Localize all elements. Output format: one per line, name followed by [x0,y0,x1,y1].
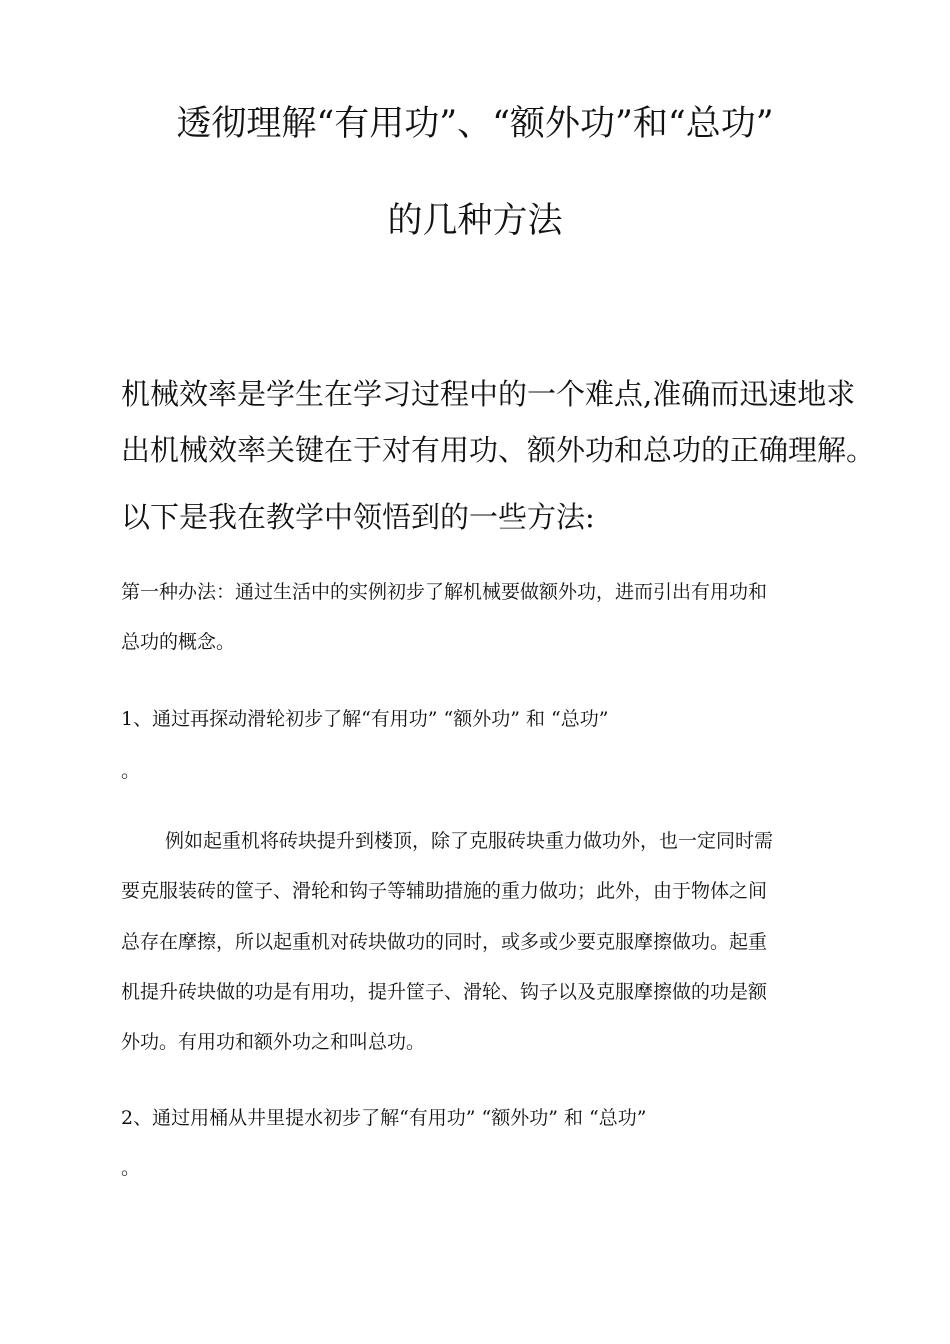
example-line-4: 机提升砖块做的功是有用功，提升筐子、滑轮、钩子以及克服摩擦做的功是额 [121,981,768,1003]
method-1-line-1: 第一种办法：通过生活中的实例初步了解机械要做额外功，进而引出有用功和 [121,581,768,603]
item-1-tail: 。 [121,760,141,782]
example-line-5: 外功。有用功和额外功之和叫总功。 [121,1031,426,1053]
document-title-line-2: 的几种方法 [387,201,563,241]
method-1-line-2: 总功的概念。 [121,631,236,653]
item-2-tail: 。 [121,1157,141,1179]
intro-line-2: 出机械效率关键在于对有用功、额外功和总功的正确理解。 [121,433,876,467]
example-line-3: 总存在摩擦，所以起重机对砖块做功的同时，或多或少要克服摩擦做功。起重 [121,931,768,953]
intro-line-1: 机械效率是学生在学习过程中的一个难点,准确而迅速地求 [121,377,856,411]
example-line-1: 例如起重机将砖块提升到楼顶，除了克服砖块重力做功外，也一定同时需 [165,830,774,852]
intro-line-3: 以下是我在教学中领悟到的一些方法: [121,500,595,534]
item-1-heading: 1、通过再探动滑轮初步了解“有用功” “额外功” 和 “总功” [121,708,609,730]
example-line-2: 要克服装砖的筐子、滑轮和钩子等辅助措施的重力做功；此外，由于物体之间 [121,880,768,902]
item-2-heading: 2、通过用桶从井里提水初步了解“有用功” “额外功” 和 “总功” [121,1107,647,1129]
document-title-line-1: 透彻理解“有用功”、“额外功”和“总功” [176,104,774,144]
